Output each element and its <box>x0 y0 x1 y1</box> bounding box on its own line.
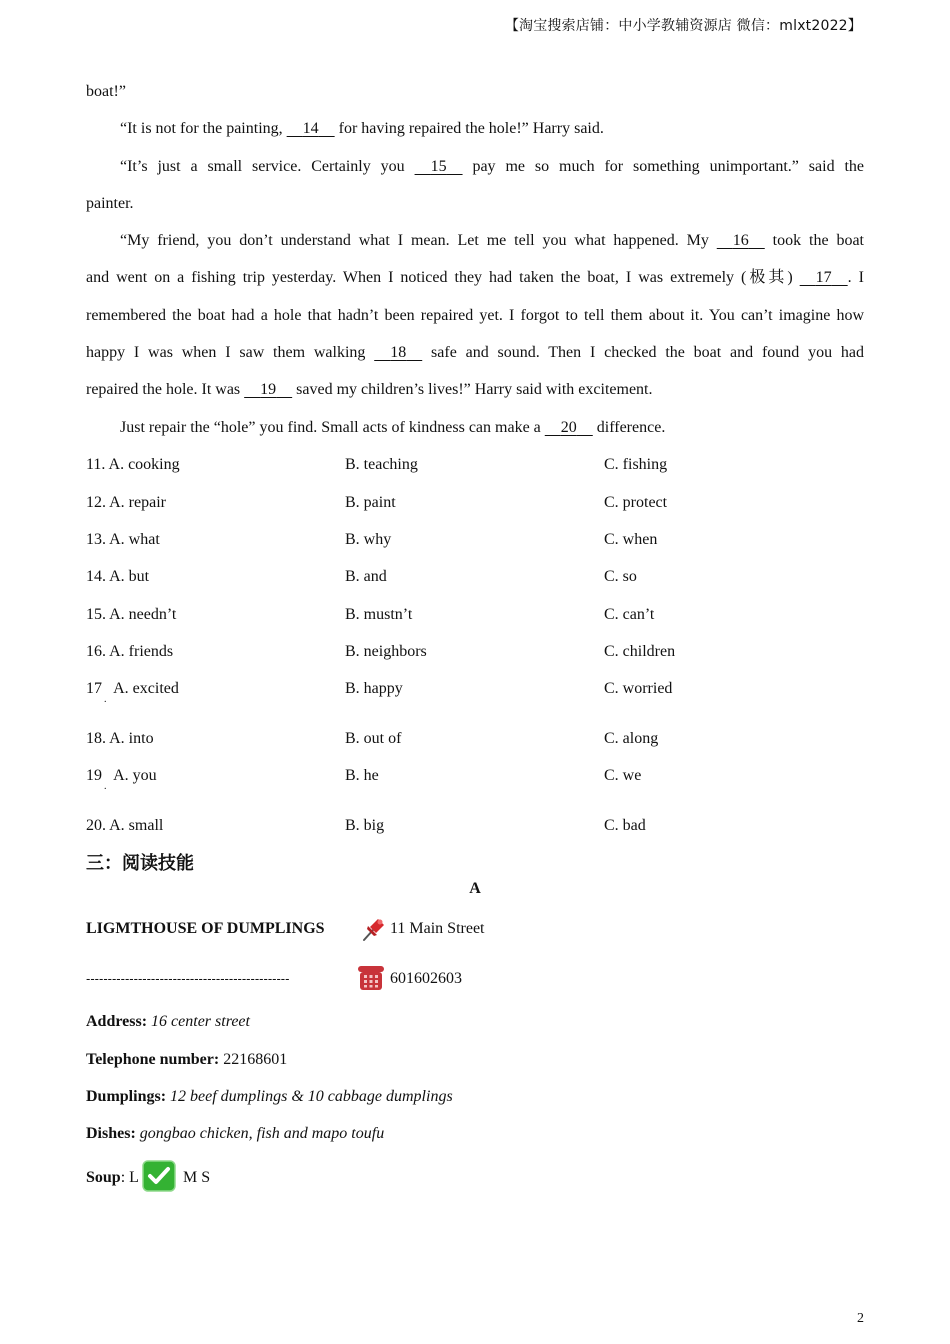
pushpin-icon <box>356 914 388 951</box>
option-c: C. along <box>604 730 659 747</box>
blank-18: 18 <box>390 344 407 361</box>
blank-17: 17 <box>815 269 832 286</box>
option-a: 15. A. needn’t <box>86 606 177 623</box>
option-c: C. so <box>604 568 637 585</box>
passage-line: boat!” <box>86 83 126 100</box>
dumplings-line: Dumplings: 12 beef dumplings & 10 cabbage dumplings <box>86 1088 453 1105</box>
option-row-20 <box>86 816 864 836</box>
passage-line: Just repair the “hole” you find. Small acts of kindness can make a 20 difference. <box>120 419 666 436</box>
option-b: B. happy <box>345 680 403 697</box>
page-number: 2 <box>857 1311 864 1326</box>
option-row-12 <box>86 493 864 513</box>
soup-sizes: M S <box>183 1169 211 1186</box>
option-b: B. he <box>345 767 379 784</box>
option-a: 20. A. small <box>86 817 164 834</box>
soup-line: Soup: L <box>86 1169 139 1186</box>
option-c: C. worried <box>604 680 673 697</box>
option-b: B. and <box>345 568 387 585</box>
passage-line: “My friend, you don’t understand what I mean. Let me tell you what happened. My 16 took the boat <box>120 232 864 249</box>
blank-16: 16 <box>732 232 749 249</box>
address-line: Address: 16 center street <box>86 1013 250 1030</box>
passage-line: happy I was when I saw them walking 18 safe and sound. Then I checked the boat and found you had <box>86 344 864 361</box>
option-row-15 <box>86 605 864 625</box>
option-row-14 <box>86 567 864 587</box>
passage-line: “It’s just a small service. Certainly you 15 pay me so much for something unimportant.” said the <box>120 158 865 175</box>
option-row-17 <box>86 679 864 705</box>
checkmark-icon <box>142 1160 176 1197</box>
option-row-13 <box>86 530 864 550</box>
question-dot: . <box>104 694 107 705</box>
option-c: C. protect <box>604 494 668 511</box>
option-a: 12. A. repair <box>86 494 166 511</box>
dishes-line: Dishes: gongbao chicken, fish and mapo toufu <box>86 1125 385 1142</box>
option-a: 14. A. but <box>86 568 150 585</box>
option-b: B. paint <box>345 494 396 511</box>
option-c: C. we <box>604 767 642 784</box>
option-b: B. neighbors <box>345 643 427 660</box>
option-row-18 <box>86 729 864 749</box>
blank-14: 14 <box>302 120 319 137</box>
section-subtitle: A <box>469 880 481 897</box>
option-c: C. when <box>604 531 658 548</box>
blank-15: 15 <box>430 158 447 175</box>
phone-text: 601602603 <box>390 970 462 987</box>
blank-20: 20 <box>560 419 577 436</box>
option-b: B. big <box>345 817 385 834</box>
option-a: 13. A. what <box>86 531 160 548</box>
telephone-line: Telephone number: 22168601 <box>86 1051 288 1068</box>
option-b: B. teaching <box>345 456 418 473</box>
option-b: B. out of <box>345 730 402 747</box>
option-c: C. children <box>604 643 676 660</box>
option-row-16 <box>86 642 864 662</box>
passage-line: remembered the boat had a hole that hadn’t been repaired yet. I forgot to tell them about it. You can’t imagine how <box>86 307 864 324</box>
location-text: 11 Main Street <box>390 920 485 937</box>
option-a: 17 A. excited <box>86 680 179 697</box>
passage-line: “It is not for the painting, 14 for having repaired the hole!” Harry said. <box>120 120 604 137</box>
dash-divider: ----------------------------------------------- <box>86 971 290 986</box>
passage-line: and went on a fishing trip yesterday. When I noticed they had taken the boat, I was extremely (极其) 17 . I <box>86 269 864 286</box>
restaurant-name: LIGMTHOUSE OF DUMPLINGS <box>86 920 325 937</box>
passage-line: painter. <box>86 195 134 212</box>
section-title: 三：阅读技能 <box>86 853 194 874</box>
option-row-19 <box>86 766 864 792</box>
blank-19: 19 <box>260 381 277 398</box>
option-a: 18. A. into <box>86 730 154 747</box>
option-a: 19 A. you <box>86 767 157 784</box>
option-a: 16. A. friends <box>86 643 174 660</box>
telephone-icon <box>355 961 387 998</box>
question-dot: . <box>104 781 107 792</box>
option-row-11 <box>86 455 864 475</box>
option-c: C. fishing <box>604 456 668 473</box>
option-a: 11. A. cooking <box>86 456 180 473</box>
option-b: B. mustn’t <box>345 606 413 623</box>
option-b: B. why <box>345 531 392 548</box>
option-c: C. can’t <box>604 606 655 623</box>
passage-line: repaired the hole. It was 19 saved my children’s lives!” Harry said with excitement. <box>86 381 653 398</box>
option-c: C. bad <box>604 817 646 834</box>
header-note: 【淘宝搜索店铺：中小学教辅资源店 微信：mlxt2022】 <box>504 18 862 34</box>
